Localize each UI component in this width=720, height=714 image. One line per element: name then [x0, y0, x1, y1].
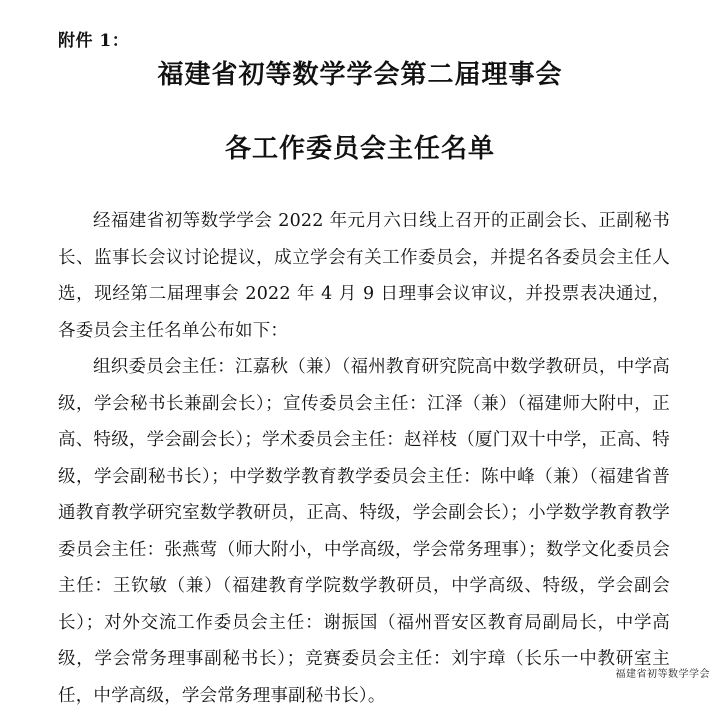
- committee-list-paragraph: 组织委员会主任：江嘉秋（兼）（福州教育研究院高中数学教研员，中学高级，学会秘书长兼副会长）；宣传委员会主任：江泽（兼）（福建师大附中，正高、特级，学会副会长）；学术委员会主任：赵祥枝（厦门双十中学，正高、特级，学会副秘书长）；中学数学教育教学委员会主任：陈中峰（兼）（福建省普通教育教学研究室数学教研员，正高、特级，学会副会长）；小学数学教育教学委员会主任：张燕莺（师大附小，中学高级，学会常务理事）；数学文化委员会主任：王钦敏（兼）（福建教育学院数学教研员，中学高级、特级，学会副会长）；对外交流工作委员会主任：谢振国（福州晋安区教育局副局长，中学高级，学会常务理事副秘书长）；竞赛委员会主任：刘宇璋（长乐一中教研室主任，中学高级，学会常务理事副秘书长）。: [58, 357, 670, 706]
- document-title-line2: 各工作委员会主任名单: [224, 134, 495, 164]
- watermark-text: 福建省初等数学学会: [615, 669, 710, 680]
- intro-paragraph: 经福建省初等数学学会 2022 年元月六日线上召开的正副会长、正副秘书长、监事长会议讨论提议，成立学会有关工作委员会，并提名各委员会主任人选，现经第二届理事会 2022 年 4 月 9 日理事会议审议，并投票表决通过，各委员会主任名单公布如下：: [58, 211, 670, 341]
- attachment-label: 附件 1：: [58, 31, 130, 51]
- document-title-line1: 福建省初等数学学会第二届理事会: [157, 60, 563, 90]
